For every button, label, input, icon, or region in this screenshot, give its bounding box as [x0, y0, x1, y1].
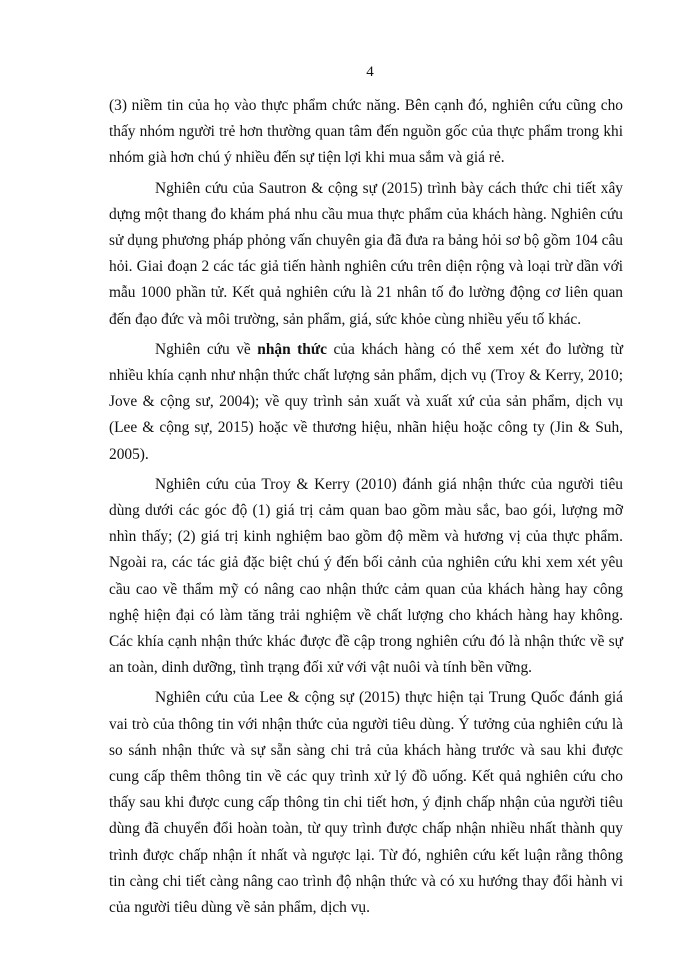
- paragraph-3-text-start: Nghiên cứu về: [155, 340, 258, 358]
- body-text: [109, 93, 623, 921]
- page-number: 4: [366, 64, 374, 80]
- paragraph-2-text: Nghiên cứu của Sautron & cộng sự (2015) trình bày cách thức chi tiết xây dựng một thang đo khám phá nhu cầu mua thực phẩm của khách hàng. Nghiên cứu sử dụng phương pháp phỏng vấn chuyên gia đã đưa ra bảng hỏi sơ bộ gồm 104 câu hỏi. Giai đoạn 2 các tác giả tiến hành nghiên cứu trên diện rộng và loại trừ dần với mẫu 1000 phần tử. Kết quả nghiên cứu là 21 nhân tố đo lường động cơ liên quan đến đạo đức và môi trường, sản phẩm, giá, sức khỏe cùng nhiều yếu tố khác.: [109, 179, 623, 328]
- paragraph-3: [109, 337, 623, 468]
- paragraph-2: [109, 176, 623, 333]
- paragraph-3-text-end: của khách hàng có thể xem xét đo lường từ nhiều khía cạnh như nhận thức chất lượng sản phẩm, dịch vụ (Troy & Kerry, 2010; Jove & cộng sư, 2004); về quy trình sản xuất và xuất xứ của sản phẩm, dịch vụ (Lee & cộng sự, 2015) hoặc về thương hiệu, nhãn hiệu hoặc công ty (Jin & Suh, 2005).: [109, 340, 623, 463]
- paragraph-1-text: (3) niềm tin của họ vào thực phẩm chức năng. Bên cạnh đó, nghiên cứu cũng cho thấy nhóm người trẻ hơn thường quan tâm đến nguồn gốc của thực phẩm trong khi nhóm già hơn chú ý nhiều đến sự tiện lợi khi mua sắm và giá rẻ.: [109, 97, 623, 167]
- paragraph-5: [109, 685, 623, 921]
- paragraph-5-text: Nghiên cứu của Lee & cộng sự (2015) thực hiện tại Trung Quốc đánh giá vai trò của thông tin với nhận thức của người tiêu dùng. Ý tưởng của nghiên cứu là so sánh nhận thức và sự sẵn sàng chi trả của khách hàng trước và sau khi được cung cấp thêm thông tin về các quy trình xử lý đồ uống. Kết quả nghiên cứu cho thấy sau khi được cung cấp thông tin chi tiết hơn, ý định chấp nhận của người tiêu dùng đã chuyển đổi hoàn toàn, từ quy trình được chấp nhận nhiều nhất thành quy trình được chấp nhận ít nhất và ngược lại. Từ đó, nghiên cứu kết luận rằng thông tin càng chi tiết càng nâng cao trình độ nhận thức và có xu hướng thay đổi hành vi của người tiêu dùng về sản phẩm, dịch vụ.: [109, 689, 623, 917]
- paragraph-1: [109, 93, 623, 172]
- paragraph-4: [109, 472, 623, 682]
- paragraph-3-bold-term: nhận thức: [257, 340, 327, 358]
- paragraph-4-text: Nghiên cứu của Troy & Kerry (2010) đánh giá nhận thức của người tiêu dùng dưới các góc độ (1) giá trị cảm quan bao gồm màu sắc, bao gói, lượng mỡ nhìn thấy; (2) giá trị kinh nghiệm bao gồm độ mềm và hương vị của thực phẩm. Ngoài ra, các tác giả đặc biệt chú ý đến bối cảnh của nghiên cứu khi xem xét yêu cầu cao về thẩm mỹ có nâng cao nhận thức cảm quan của khách hàng hay công nghệ hiện đại có làm tăng trải nghiệm về chất lượng cho khách hàng hay không. Các khía cạnh nhận thức khác được đề cập trong nghiên cứu đó là nhận thức về sự an toàn, dinh dưỡng, tình trạng đối xử với vật nuôi và tính bền vững.: [109, 475, 623, 677]
